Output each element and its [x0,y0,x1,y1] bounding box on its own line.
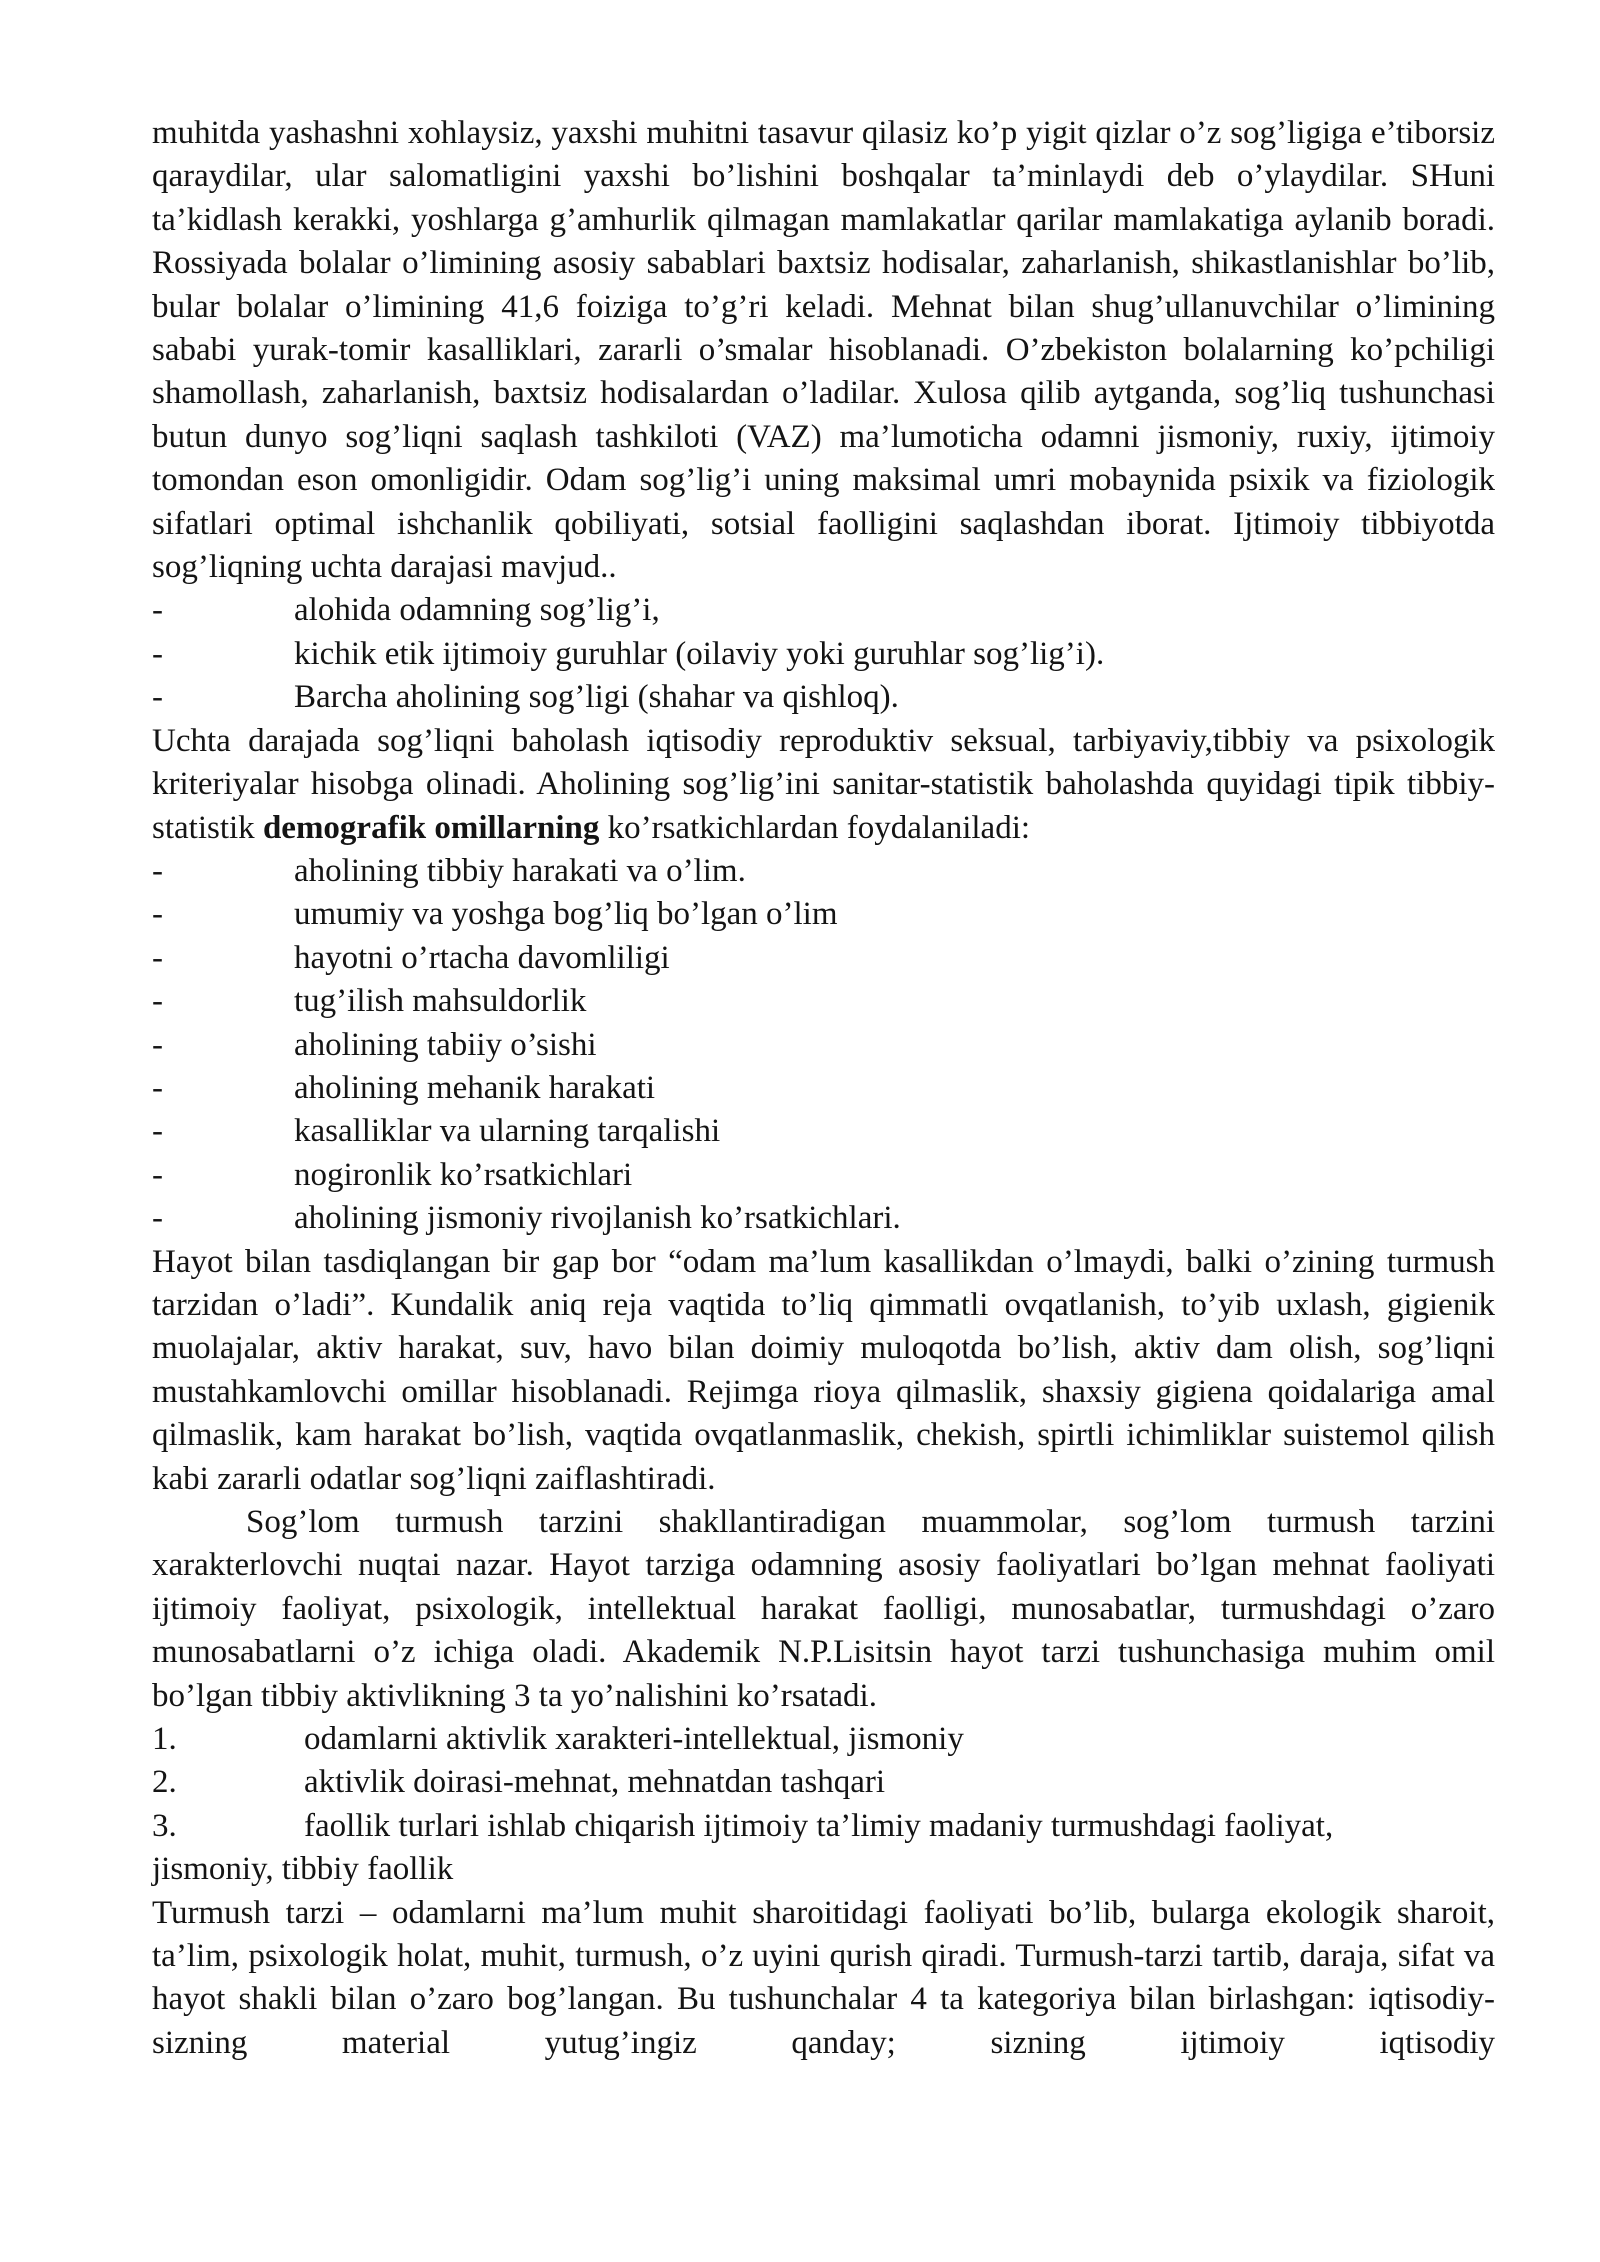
document-page [152,112,1495,2065]
list-marker: - [152,1026,163,1063]
list-item-text: aholining tibbiy harakati va o’lim. [294,852,746,889]
criteria-text-before: Uchta darajada sog’liqni baholash iqtisodiy reproduktiv seksual, tarbiyaviy,tibbiy va psixologik kriteriyalar hisobga olinadi. Aholining sog’lig’ini sanitar-statistik baholashda quyidagi tipik tibbiy-statistik [152,722,1495,846]
list-item [152,1197,1495,1240]
criteria-text-after: ko’rsatkichlardan foydalaniladi: [599,809,1031,846]
paragraph-criteria [152,720,1495,850]
list-item-text: tug’ilish mahsuldorlik [294,983,587,1020]
list-item-text: kasalliklar va ularning tarqalishi [294,1113,721,1150]
list-item [152,1024,1495,1067]
paragraph-lifestyle: Hayot bilan tasdiqlangan bir gap bor “odam ma’lum kasallikdan o’lmaydi, balki o’zining turmush tarzidan o’ladi”. Kundalik aniq reja vaqtida to’liq qimmatli ovqatlanish, to’yib uxlash, gigienik muolajalar, aktiv harakat, suv, havo bilan doimiy muloqotda bo’lish, aktiv dam olish, sog’liqni mustahkamlovchi omillar hisoblanadi. Rejimga rioya qilmaslik, shaxsiy gigiena qoidalariga amal qilmaslik, kam harakat bo’lish, vaqtida ovqatlanmaslik, chekish, spirtli ichimliklar suistemol qilish kabi zararli odatlar sog’liqni zaiflashtiradi. [152,1243,1495,1497]
list-item [152,1805,1495,1848]
health-levels-list [152,589,1495,719]
list-item [152,980,1495,1023]
list-item-text: aholining mehanik harakati [294,1069,656,1106]
list-item [152,850,1495,893]
list-marker: - [152,939,163,976]
list-item [152,1067,1495,1110]
list-marker: 3. [152,1807,177,1844]
list-marker: 2. [152,1764,177,1801]
list-marker: - [152,1069,163,1106]
list-marker: - [152,852,163,889]
paragraph-lifestyle-definition: Turmush tarzi – odamlarni ma’lum muhit sharoitidagi faoliyati bo’lib, bularga ekologik sharoit, ta’lim, psixologik holat, muhit, turmush, o’z uyini qurish qiradi. Turmush-tarzi tartib, daraja, sifat va hayot shakli bilan o’zaro bog’langan. Bu tushunchalar 4 ta kategoriya bilan birlashgan: iqtisodiy-sizning material yutug’ingiz qanday; sizning ijtimoiy iqtisodiy [152,1894,1495,2061]
list-item [152,676,1495,719]
list-item [152,937,1495,980]
list-item [152,1718,1495,1761]
list-marker: - [152,1113,163,1150]
list-item [152,633,1495,676]
list-marker: - [152,592,163,629]
demographic-indicators-list [152,850,1495,1241]
list-item-text: kichik etik ijtimoiy guruhlar (oilaviy yoki guruhlar sog’lig’i). [294,635,1105,672]
list-item-text: Barcha aholining sog’ligi (shahar va qishloq). [294,679,899,716]
list-marker: - [152,1200,163,1237]
list-item [152,1761,1495,1804]
list-marker: - [152,896,163,933]
list-item [152,589,1495,632]
list-item-text: nogironlik ko’rsatkichlari [294,1156,633,1193]
list-marker: - [152,1156,163,1193]
criteria-bold-term: demografik omillarning [262,809,600,846]
list-item [152,893,1495,936]
list-marker: - [152,983,163,1020]
list-item-text: faollik turlari ishlab chiqarish ijtimoiy ta’limiy madaniy turmushdagi faoliyat, [304,1807,1334,1844]
list-item-text: aholining tabiiy o’sishi [294,1026,597,1063]
list-item-text: umumiy va yoshga bog’liq bo’lgan o’lim [294,896,838,933]
list-item-continuation: jismoniy, tibbiy faollik [152,1851,454,1888]
list-item [152,1110,1495,1153]
paragraph-intro: muhitda yashashni xohlaysiz, yaxshi muhitni tasavur qilasiz ko’p yigit qizlar o’z sog’ligiga e’tiborsiz qaraydilar, ular salomatligini yaxshi bo’lishini boshqalar ta’minlaydi deb o’ylaydilar. SHuni ta’kidlash kerakki, yoshlarga g’amhurlik qilmagan mamlakatlar qarilar mamlakatiga aylanib boradi. Rossiyada bolalar o’limining asosiy sabablari baxtsiz hodisalar, zaharlanish, shikastlanishlar bo’lib, bular bolalar o’limining 41,6 foiziga to’g’ri keladi. Mehnat bilan shug’ullanuvchilar o’limining sababi yurak-tomir kasalliklari, zararli o’smalar hisoblanadi. O’zbekiston bolalarning ko’pchiligi shamollash, zaharlanish, baxtsiz hodisalardan o’ladilar. Xulosa qilib aytganda, sog’liq tushunchasi butun dunyo sog’liqni saqlash tashkiloti (VAZ) ma’lumoticha odamni jismoniy, ruxiy, ijtimoiy tomondan eson omonligidir. Odam sog’lig’i uning maksimal umri mobaynida psixik va fiziologik sifatlari optimal ishchanlik qobiliyati, sotsial faolligini saqlashdan iborat. Ijtimoiy tibbiyotda sog’liqning uchta darajasi mavjud.. [152,115,1495,586]
activity-directions-list [152,1718,1495,1892]
list-item-text: alohida odamning sog’lig’i, [294,592,660,629]
list-marker: - [152,679,163,716]
list-marker: - [152,635,163,672]
list-item-text: hayotni o’rtacha davomliligi [294,939,670,976]
list-item [152,1154,1495,1197]
list-marker: 1. [152,1721,177,1758]
list-item-text: odamlarni aktivlik xarakteri-intellektual, jismoniy [304,1721,964,1758]
list-item-text: aholining jismoniy rivojlanish ko’rsatkichlari. [294,1200,901,1237]
list-item-text: aktivlik doirasi-mehnat, mehnatdan tashqari [304,1764,885,1801]
paragraph-healthy-lifestyle: Sog’lom turmush tarzini shakllantiradigan muammolar, sog’lom turmush tarzini xarakterlovchi nuqtai nazar. Hayot tarziga odamning asosiy faoliyatlari bo’lgan mehnat faoliyati ijtimoiy faoliyat, psixologik, intellektual harakat faolligi, munosabatlar, turmushdagi o’zaro munosabatlarni o’z ichiga oladi. Akademik N.P.Lisitsin hayot tarzi tushunchasiga muhim omil bo’lgan tibbiy aktivlikning 3 ta yo’nalishini ko’rsatadi. [152,1504,1495,1714]
